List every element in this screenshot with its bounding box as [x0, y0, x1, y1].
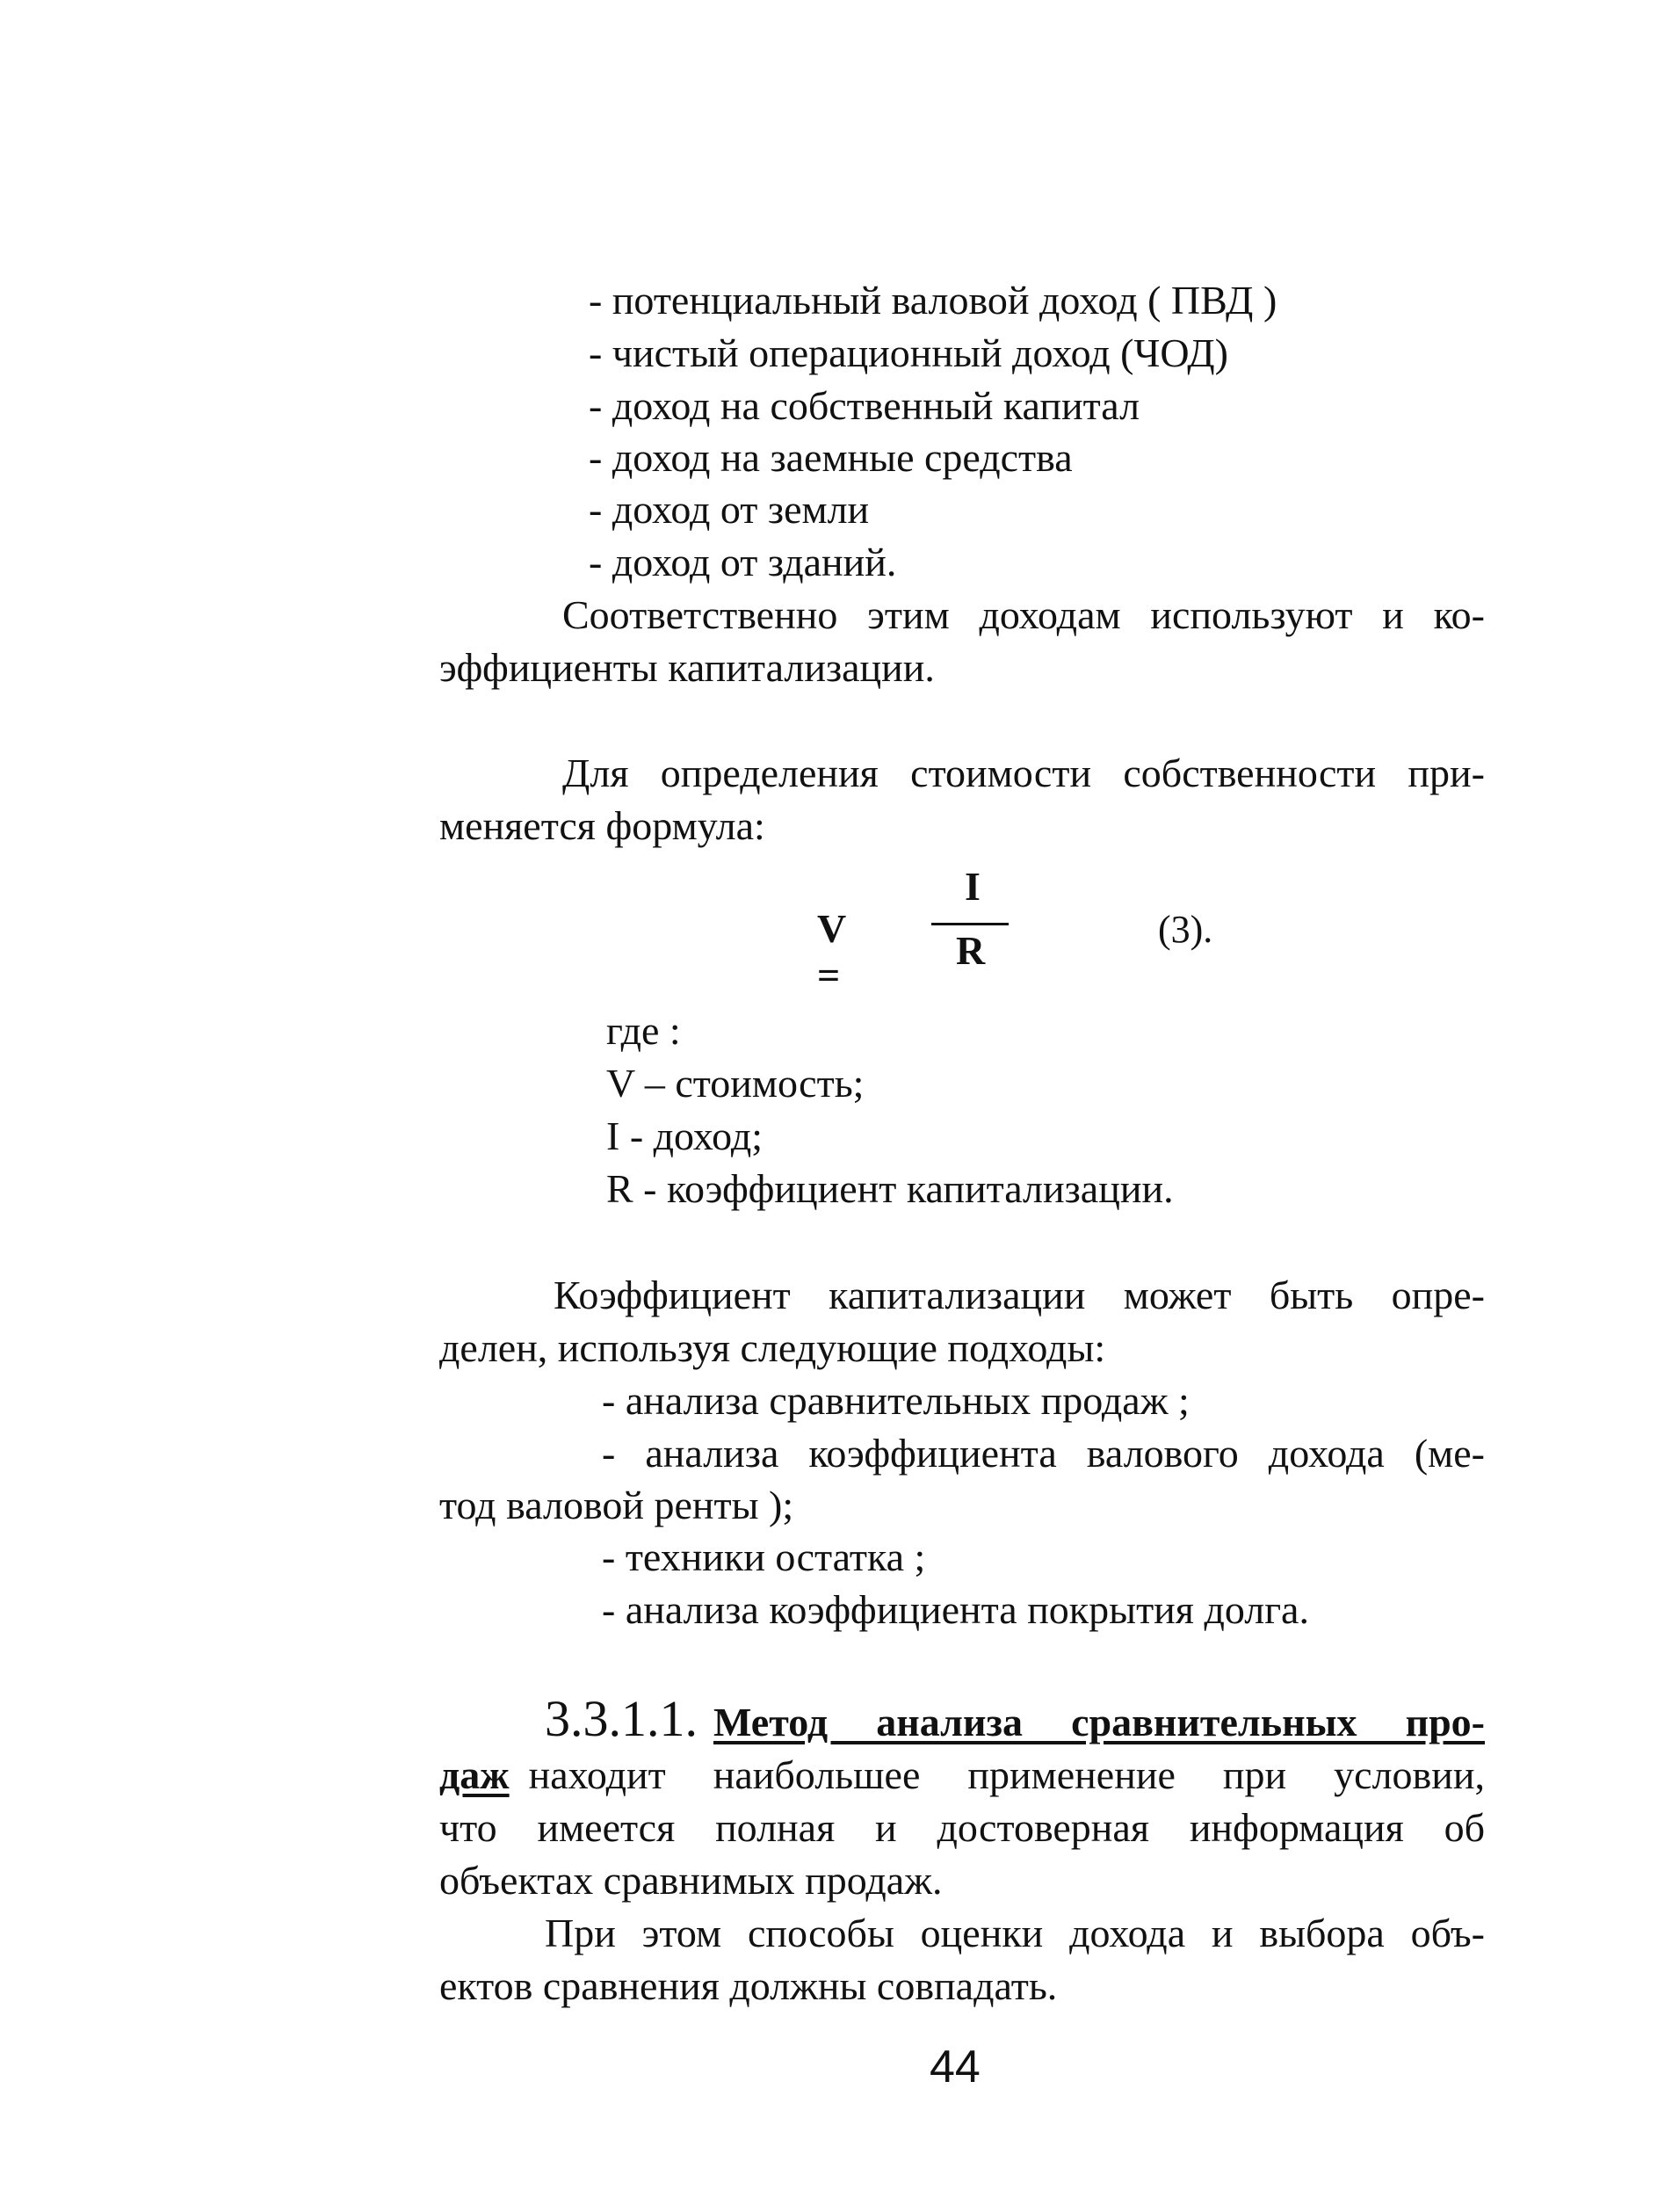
list-item-debt: - доход на заемные средства: [589, 435, 1073, 480]
legend-item-r: R - коэффициент капитализации.: [606, 1166, 1174, 1211]
approach-item-3: - техники остатка ;: [602, 1534, 926, 1579]
paragraph-2-line-2: меняется формула:: [439, 803, 765, 848]
list-item-pvd: - потенциальный валовой доход ( ПВД ): [589, 278, 1277, 323]
fraction-bar: [931, 923, 1009, 925]
section-number: 3.3.1.1.: [545, 1690, 698, 1747]
formula-number: (3).: [1158, 908, 1213, 951]
page-number: 44: [930, 2042, 981, 2092]
formula-denominator: R: [956, 928, 986, 973]
section-line-6: ектов сравнения должны совпадать.: [439, 1963, 1058, 2008]
list-item-land: - доход от земли: [589, 487, 870, 532]
legend-item-i: I - доход;: [606, 1113, 764, 1158]
paragraph-1-line-2: эффициенты капитализации.: [439, 645, 935, 690]
legend-item-v: V – стоимость;: [606, 1061, 865, 1106]
formula-numerator: I: [965, 864, 981, 909]
approach-item-2: - анализа коэффициента валового дохода (ме-: [602, 1431, 1485, 1476]
approach-item-1: - анализа сравнительных продаж ;: [602, 1378, 1190, 1423]
section-heading-line: [545, 1690, 1485, 1747]
formula-lhs: V =: [817, 906, 846, 997]
list-item-equity: - доход на собственный капитал: [589, 383, 1140, 428]
approach-item-2-cont: тод валовой ренты );: [439, 1483, 794, 1527]
paragraph-3-line-2: делен, используя следующие подходы:: [439, 1325, 1106, 1370]
paragraph-3-line-1: Коэффициент капитализации может быть опре-: [554, 1273, 1485, 1317]
section-title-part-2: даж: [439, 1752, 510, 1797]
list-item-buildings: - доход от зданий.: [589, 540, 897, 584]
paragraph-1-line-1: Соответственно этим доходам используют и ко-: [562, 592, 1485, 637]
section-line-1-rest: находит наибольшее применение при условии,: [528, 1752, 1485, 1797]
section-line-2: [439, 1751, 1485, 1800]
section-title-part-1: Метод анализа сравнительных про-: [713, 1700, 1485, 1744]
section-line-5: При этом способы оценки дохода и выбора объ-: [545, 1911, 1485, 1955]
section-line-3: что имеется полная и достоверная информация об: [439, 1805, 1485, 1850]
section-line-4: объектах сравнимых продаж.: [439, 1858, 943, 1903]
legend-intro: где :: [606, 1008, 681, 1053]
paragraph-2-line-1: Для определения стоимости собственности при-: [562, 751, 1485, 795]
approach-item-4: - анализа коэффициента покрытия долга.: [602, 1587, 1309, 1632]
list-item-chod: - чистый операционный доход (ЧОД): [589, 330, 1228, 375]
